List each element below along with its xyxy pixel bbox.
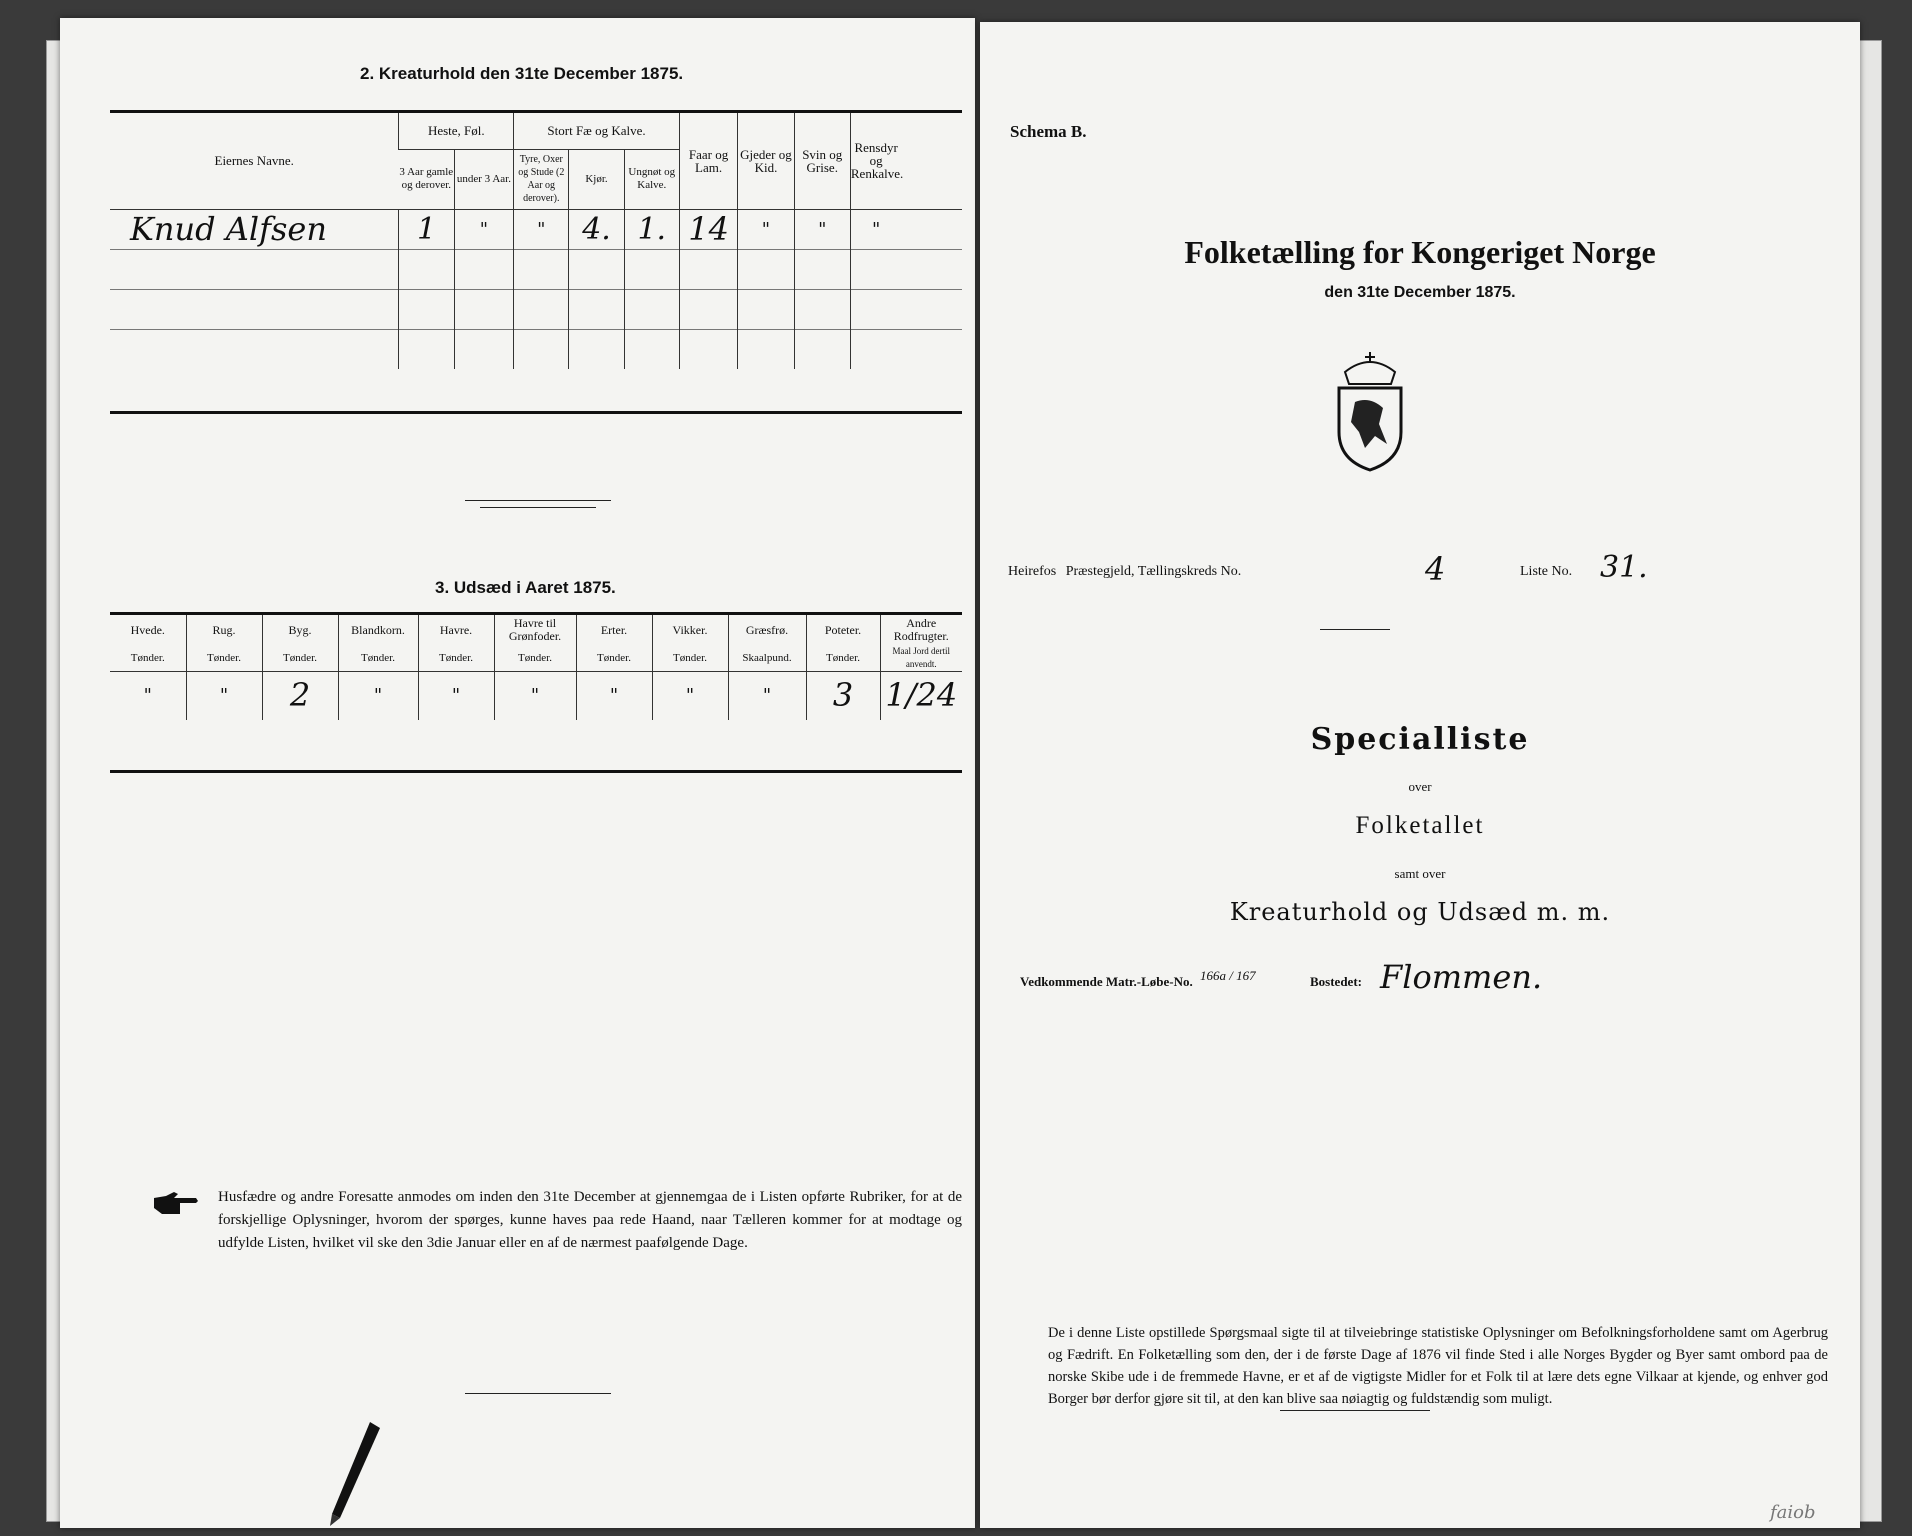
empty-cell <box>110 249 399 289</box>
udsaed-col-unit: Tønder. <box>262 645 338 672</box>
prestegjeld-name: Heirefos <box>1008 564 1057 579</box>
empty-cell <box>110 329 399 369</box>
udsaed-value: " <box>494 672 576 720</box>
udsaed-col-unit: Maal Jord dertil anvendt. <box>880 645 962 672</box>
right-page <box>980 22 1860 1528</box>
empty-cell <box>110 289 399 329</box>
liste-label: Liste No. <box>1520 564 1573 579</box>
udsaed-col-unit: Tønder. <box>576 645 652 672</box>
udsaed-table <box>110 615 962 720</box>
udsaed-value: " <box>143 685 152 707</box>
udsaed-value: 2 <box>262 672 338 720</box>
col-heste-b: under 3 Aar. <box>454 149 514 209</box>
col-storfae-header: Stort Fæ og Kalve. <box>514 113 680 149</box>
kreaturhold-title: Kreaturhold og Udsæd m. m. <box>1229 898 1611 926</box>
udsaed-value: " <box>418 672 494 720</box>
udsaed-col-name: Havre til Grønfoder. <box>494 615 576 645</box>
ungnot-value: 1. <box>624 209 679 249</box>
blank-cell <box>901 209 962 249</box>
corner-note: faiob <box>1770 1502 1816 1523</box>
tyre-value: " <box>514 209 569 249</box>
section2-title: 2. Kreaturhold den 31te December 1875. <box>360 64 684 83</box>
udsaed-col-unit: Tønder. <box>806 645 880 672</box>
udsaed-col-unit: Tønder. <box>652 645 728 672</box>
kreaturhold-table <box>110 113 962 369</box>
matr-label: Vedkommende Matr.-Løbe-No. <box>1020 974 1193 989</box>
udsaed-col-unit: Tønder. <box>494 645 576 672</box>
udsaed-col-name: Blandkorn. <box>338 615 418 645</box>
kjor-value: 4. <box>569 209 624 249</box>
table-row <box>110 672 962 720</box>
udsaed-value: " <box>576 672 652 720</box>
norway-coat-of-arms <box>1325 352 1415 472</box>
udsaed-value: 1/24 <box>880 672 962 720</box>
prestegjeld-label: Præstegjeld, Tællingskreds No. <box>1065 564 1242 579</box>
kreds-number: 4 <box>1425 550 1446 588</box>
udsaed-col-unit: Tønder. <box>418 645 494 672</box>
udsaed-value: " <box>728 672 806 720</box>
pointing-hand-icon <box>152 1190 200 1216</box>
col-rensdyr-header: Rensdyr og Renkalve. <box>850 113 901 209</box>
udsaed-value: " <box>186 672 262 720</box>
udsaed-col-name: Erter. <box>576 615 652 645</box>
liste-number: 31. <box>1600 550 1648 585</box>
separator-2 <box>480 507 596 508</box>
col-heste-header: Heste, Føl. <box>399 113 514 149</box>
pen-icon <box>322 1418 392 1528</box>
bostedet-value: Flommen. <box>1380 958 1543 996</box>
udsaed-value: 3 <box>806 672 880 720</box>
short-separator <box>1320 629 1390 630</box>
udsaed-value: " <box>338 672 418 720</box>
udsaed-col-unit: Tønder. <box>338 645 418 672</box>
owner-name: Knud Alfsen <box>130 209 327 248</box>
udsaed-value: " <box>652 672 728 720</box>
col-owner-header: Eiernes Navne. <box>214 153 294 169</box>
col-faar-header: Faar og Lam. <box>679 113 737 209</box>
matr-value: 166a / 167 <box>1200 968 1256 983</box>
left-page <box>60 18 975 1528</box>
table2-bottom-rule <box>110 411 962 414</box>
udsaed-col-name: Rug. <box>186 615 262 645</box>
col-ungnot: Ungnøt og Kalve. <box>624 149 679 209</box>
folketallet-title: Folketallet <box>1355 812 1485 839</box>
rensdyr-value: " <box>850 209 901 249</box>
footer-text: De i denne Liste opstillede Spørgsmaal sigte til at tilveiebringe statistiske Oplysninger om Befolkningsforholdene samt om Agerbrug og Fædrift. En Folketælling som den, der i de første Dage af 1876 vil finde Sted i alle Norges Bygder og Byer samt ombord paa de norske Skibe ude i de fremmede Havne, er et af de vigtigste Midler for et Folk til at lære dets egne Vilkaar at kjende, og enhver god Borger bør derfor gjøre sit til, at den kan blive saa nøiagtig og fuldstændig som muligt. <box>1048 1325 1828 1407</box>
census-title: Folketælling for Kongeriget Norge <box>1184 234 1656 270</box>
bottom-separator <box>465 1393 611 1394</box>
faar-value: 14 <box>679 209 737 249</box>
udsaed-col-name: Andre Rodfrugter. <box>880 615 962 645</box>
col-svin-header: Svin og Grise. <box>794 113 850 209</box>
heste-a-value: 1 <box>399 209 454 249</box>
samt-over-text: samt over <box>1394 866 1446 881</box>
udsaed-col-name: Byg. <box>262 615 338 645</box>
schema-label: Schema B. <box>1010 122 1087 141</box>
heste-b-value: " <box>454 209 514 249</box>
udsaed-col-name: Havre. <box>418 615 494 645</box>
udsaed-col-name: Hvede. <box>130 622 165 637</box>
table3-bottom-rule <box>110 770 962 773</box>
udsaed-col-unit: Skaalpund. <box>728 645 806 672</box>
udsaed-col-unit: Tønder. <box>130 651 165 664</box>
svin-value: " <box>794 209 850 249</box>
col-heste-a: 3 Aar gamle og derover. <box>399 166 454 191</box>
udsaed-col-name: Vikker. <box>652 615 728 645</box>
udsaed-col-name: Græsfrø. <box>728 615 806 645</box>
census-subtitle: den 31te December 1875. <box>1324 284 1516 301</box>
specialliste-title: Specialliste <box>1310 722 1530 757</box>
blank-col <box>901 113 962 209</box>
col-gjeder-header: Gjeder og Kid. <box>738 113 794 209</box>
udsaed-col-unit: Tønder. <box>186 645 262 672</box>
bostedet-label: Bostedet: <box>1310 974 1362 989</box>
footer-separator <box>1280 1410 1430 1411</box>
gjeder-value: " <box>738 209 794 249</box>
section3-title: 3. Udsæd i Aaret 1875. <box>435 578 616 597</box>
udsaed-col-name: Poteter. <box>806 615 880 645</box>
col-kjor: Kjør. <box>569 149 624 209</box>
over-text: over <box>1408 779 1432 794</box>
separator-1 <box>465 500 611 501</box>
col-tyre: Tyre, Oxer og Stude (2 Aar og derover). <box>514 149 569 209</box>
table-row <box>110 209 962 249</box>
notice-text: Husfædre og andre Foresatte anmodes om inden den 31te December at gjennemgaa de i Listen opførte Rubriker, for at de forskjellige Oplysninger, hvorom der spørges, kunne haves paa rede Haand, naar Tælleren kommer for at modtage og udfylde Listen, hvilket vil ske den 3die Januar eller en af de nærmest paafølgende Dage. <box>218 1189 962 1251</box>
